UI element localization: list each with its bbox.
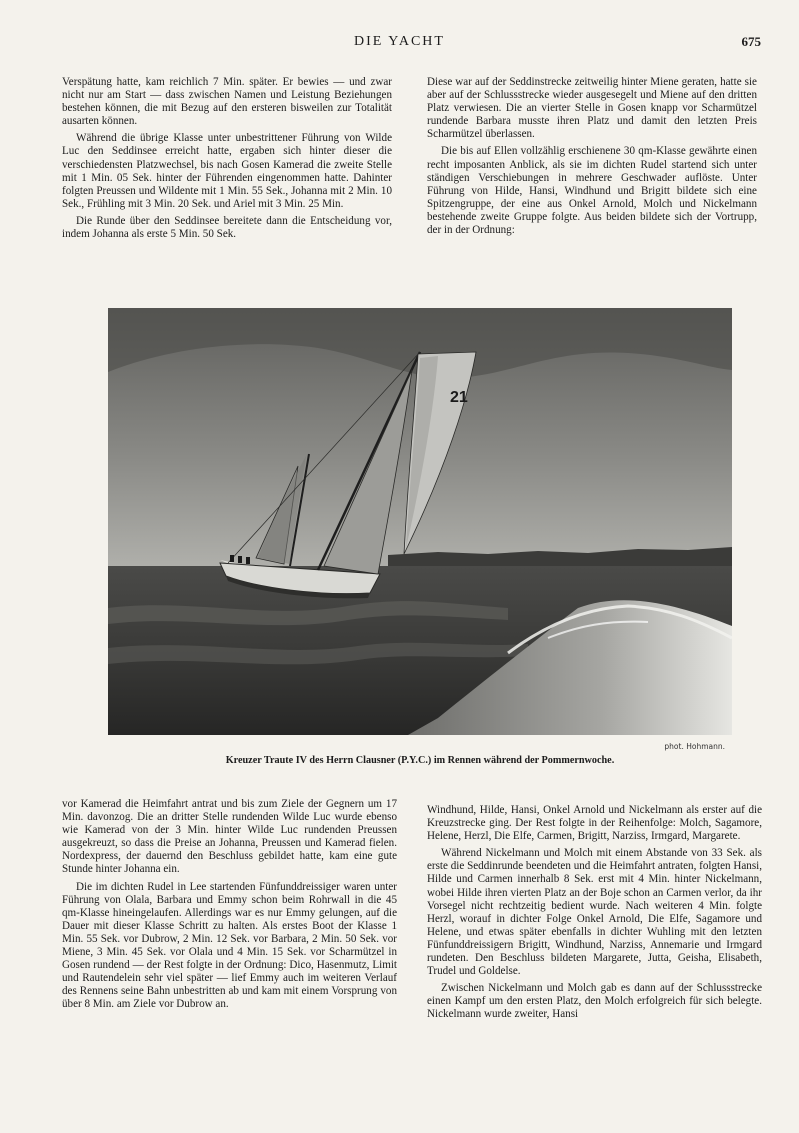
paragraph: vor Kamerad die Heimfahrt antrat und bis zum Ziele der Gegnern um 17 Min. davonzog. Die an dritter Stelle rundenden Wilde Luc wurde ebenso wie Kamerad von der 3 Min. hinter Wilde Luc rundenden Preussen ausgekreuzt, so dass die Preise an Johanna, Preussen und Kamerad fielen. Nordexpress, der dauernd den Beschluss gebildet hatte, kam eine gute Stunde hinter Johanna ein. [62,798,397,876]
photo-credit: phot. Hohmann. [664,742,725,751]
paragraph: Zwischen Nickelmann und Molch gab es dann auf der Schlussstrecke einen Kampf um den ersten Platz, den Molch erfolgreich für sich belegte. Nickelmann wurde zweiter, Hansi [427,982,762,1021]
sail-number: 21 [450,389,468,406]
paragraph: Diese war auf der Seddinstrecke zeitweilig hinter Miene geraten, hatte sie aber auf der Schlussstrecke wieder ausgesegelt und Miene auf den dritten Platz verwiesen. Die an vierter Stelle in Gosen knapp vor Scharmützel rundende Barbara musste ihren Platz und damit den letzten Preis Scharmützel überlassen. [427,76,757,141]
paragraph: Verspätung hatte, kam reichlich 7 Min. später. Er bewies — und zwar nicht nur am Start — dass zwischen Namen und Leistung Beziehungen bestehen können, die mit Bezug auf den ersteren bisweilen zur Totalität ausarten können. [62,76,392,128]
paragraph: Während Nickelmann und Molch mit einem Abstande von 33 Sek. als erste die Seddinrunde beendeten und die Heimfahrt antraten, folgten Hansi, Hilde und Carmen innerhalb 8 Sek. erst mit 4 Min. hinter Nickelmann, wobei Hilde ihren vierten Platz an der Boje schon an Carmen verlor, da ihr Vorsegel nicht rechtzeitig bedient wurde. Nach weiteren 4 Min. folgte Herzl, worauf in dichter Folge Onkel Arnold, Die Elfe, Sagamore und Helene, und etwas später ebenfalls in dichter Wuhling mit den letzten Fünfunddreissigern Brigitt, Windhund, Narziss, Annemarie und Irmgard rundeten. Den Beschluss bildeten Margarete, Jutta, Geisha, Elisabeth, Trudel und Goldelse. [427,847,762,978]
crew-figure [230,555,234,562]
paragraph: Die bis auf Ellen vollzählig erschienene 30 qm-Klasse gewährte einen recht imposanten Anblick, als sie im dichten Rudel startend sich unter ständigen Verschiebungen in mehrere Geschwader auflöste. Unter Führung von Hilde, Hansi, Windhund und Brigitt bildete sich eine Spitzengruppe, der eine aus Onkel Arnold, Molch und Nickelmann bestehende zweite Gruppe folgte. Aus beiden bildete sich der Vortrupp, der in der Ordnung: [427,145,757,237]
page-header [0,34,799,58]
photo-caption: Kreuzer Traute IV des Herrn Clausner (P.Y.C.) im Rennen während der Pommernwoche. [225,755,615,766]
column-bottom-left [62,798,397,1016]
sailing-photo [108,308,732,735]
paragraph: Windhund, Hilde, Hansi, Onkel Arnold und Nickelmann als erster auf die Kreuzstrecke ging. Der Rest folgte in der Reihenfolge: Molch, Sagamore, Helene, Herzl, Die Elfe, Carmen, Brigitt, Narziss, Irmgard, Margarete. [427,804,762,843]
paragraph: Die im dichten Rudel in Lee startenden Fünfunddreissiger waren unter Führung von Olala, Barbara und Emmy schon beim Rohrwall in die 45 qm-Klasse hineingelaufen. Allerdings war es nur Emmy gelungen, auf die Dauer mit dieser Klasse Schritt zu halten. Als erstes Boot der Klasse 1 Min. 55 Sek. vor Dubrow, 2 Min. 12 Sek. vor Barbara, 2 Min. 50 Sek. vor Miene, 3 Min. 45 Sek. vor Olala und 4 Min. 15 Sek. vor Scharmützel in Gosen rundend — der Rest folgte in der Ordnung: Dico, Hasenmutz, Limit und Rautendelein sehr viel später — lief Emmy auch im weiteren Verlauf des Rennens seine Bahn unbestritten ab und kam mit einem Vorsprung von über 8 Min. am Ziele vor Dubrow an. [62,880,397,1011]
paragraph: Die Runde über den Seddinsee bereitete dann die Entscheidung vor, indem Johanna als erste 5 Min. 50 Sek. [62,214,392,241]
page-number: 675 [741,34,761,49]
column-top-left [62,76,392,245]
column-bottom-right [427,804,762,1026]
crew-figure [238,556,242,563]
paragraph: Während die übrige Klasse unter unbestrittener Führung von Wilde Luc den Seddinsee erreicht hatte, ergaben sich hinter dieser die verschiedensten Platzwechsel, bis nach Gosen Kamerad die zweite Stelle mit 1 Min. 05 Sek. hinter der Führenden eingenommen hatte. Dahinter folgten Preussen und Wildente mit 1 Min. 55 Sek., Johanna mit 2 Min. 10 Sek., Frühling mit 3 Min. 20 Sek. und Ariel mit 3 Min. 25 Min. [62,132,392,210]
column-top-right [427,76,757,241]
running-title: DIE YACHT [354,34,445,49]
crew-figure [246,557,250,564]
sailboat-illustration [108,308,732,735]
